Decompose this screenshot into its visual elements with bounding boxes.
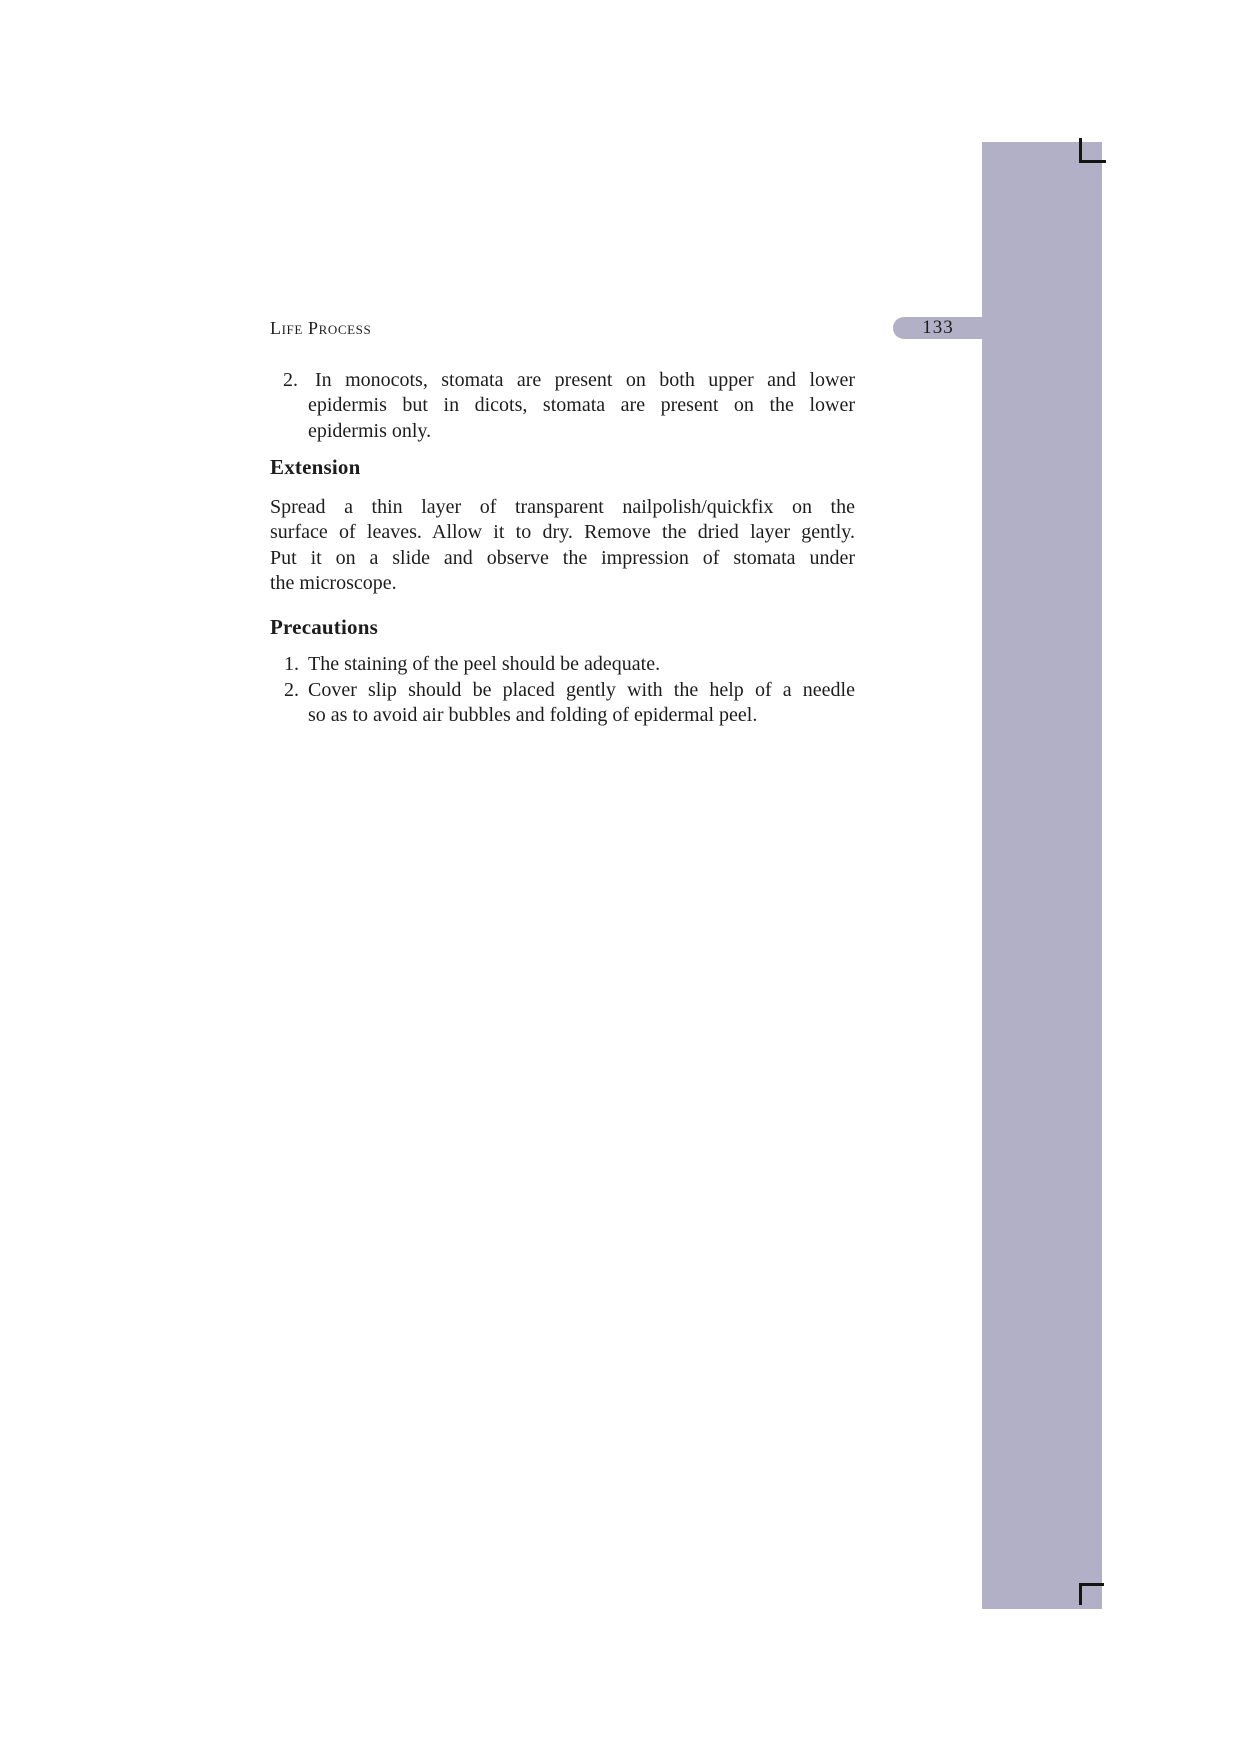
page-number: 133 bbox=[922, 317, 954, 338]
list-item-text bbox=[308, 652, 855, 677]
text-line: so as to avoid air bubbles and folding of epidermal peel. bbox=[308, 704, 758, 727]
list-item-text bbox=[308, 678, 855, 729]
extension-paragraph bbox=[270, 495, 855, 597]
text-line: epidermis only. bbox=[308, 419, 432, 442]
crop-mark-top-right-icon bbox=[1079, 160, 1106, 163]
page-number-badge bbox=[893, 317, 983, 339]
crop-mark-bottom-right-icon bbox=[1079, 1583, 1082, 1605]
text-line: the microscope. bbox=[270, 572, 397, 595]
text-line: Put it on a slide and observe the impression of stomata under bbox=[270, 546, 855, 569]
right-margin-band bbox=[982, 142, 1102, 1609]
text-line: Spread a thin layer of transparent nailpolish/quickfix on the bbox=[270, 496, 855, 518]
text-line: surface of leaves. Allow it to dry. Remove the dried layer gently. bbox=[270, 521, 855, 544]
text-line: The staining of the peel should be adequate. bbox=[308, 653, 661, 675]
list-item-number: 2. bbox=[284, 679, 299, 701]
section-heading-precautions: Precautions bbox=[270, 615, 378, 639]
list-item-number: 2. bbox=[283, 369, 298, 391]
text-line: Cover slip should be placed gently with the help of a needle bbox=[308, 679, 855, 701]
text-line: In monocots, stomata are present on both upper and lower bbox=[315, 369, 855, 391]
list-item-text bbox=[308, 368, 855, 444]
crop-mark-bottom-right-icon bbox=[1079, 1583, 1104, 1586]
running-head-title: Life Process bbox=[270, 318, 372, 338]
list-item-number: 1. bbox=[284, 653, 299, 675]
section-heading-extension: Extension bbox=[270, 455, 361, 479]
text-line: epidermis but in dicots, stomata are present on the lower bbox=[308, 394, 855, 417]
